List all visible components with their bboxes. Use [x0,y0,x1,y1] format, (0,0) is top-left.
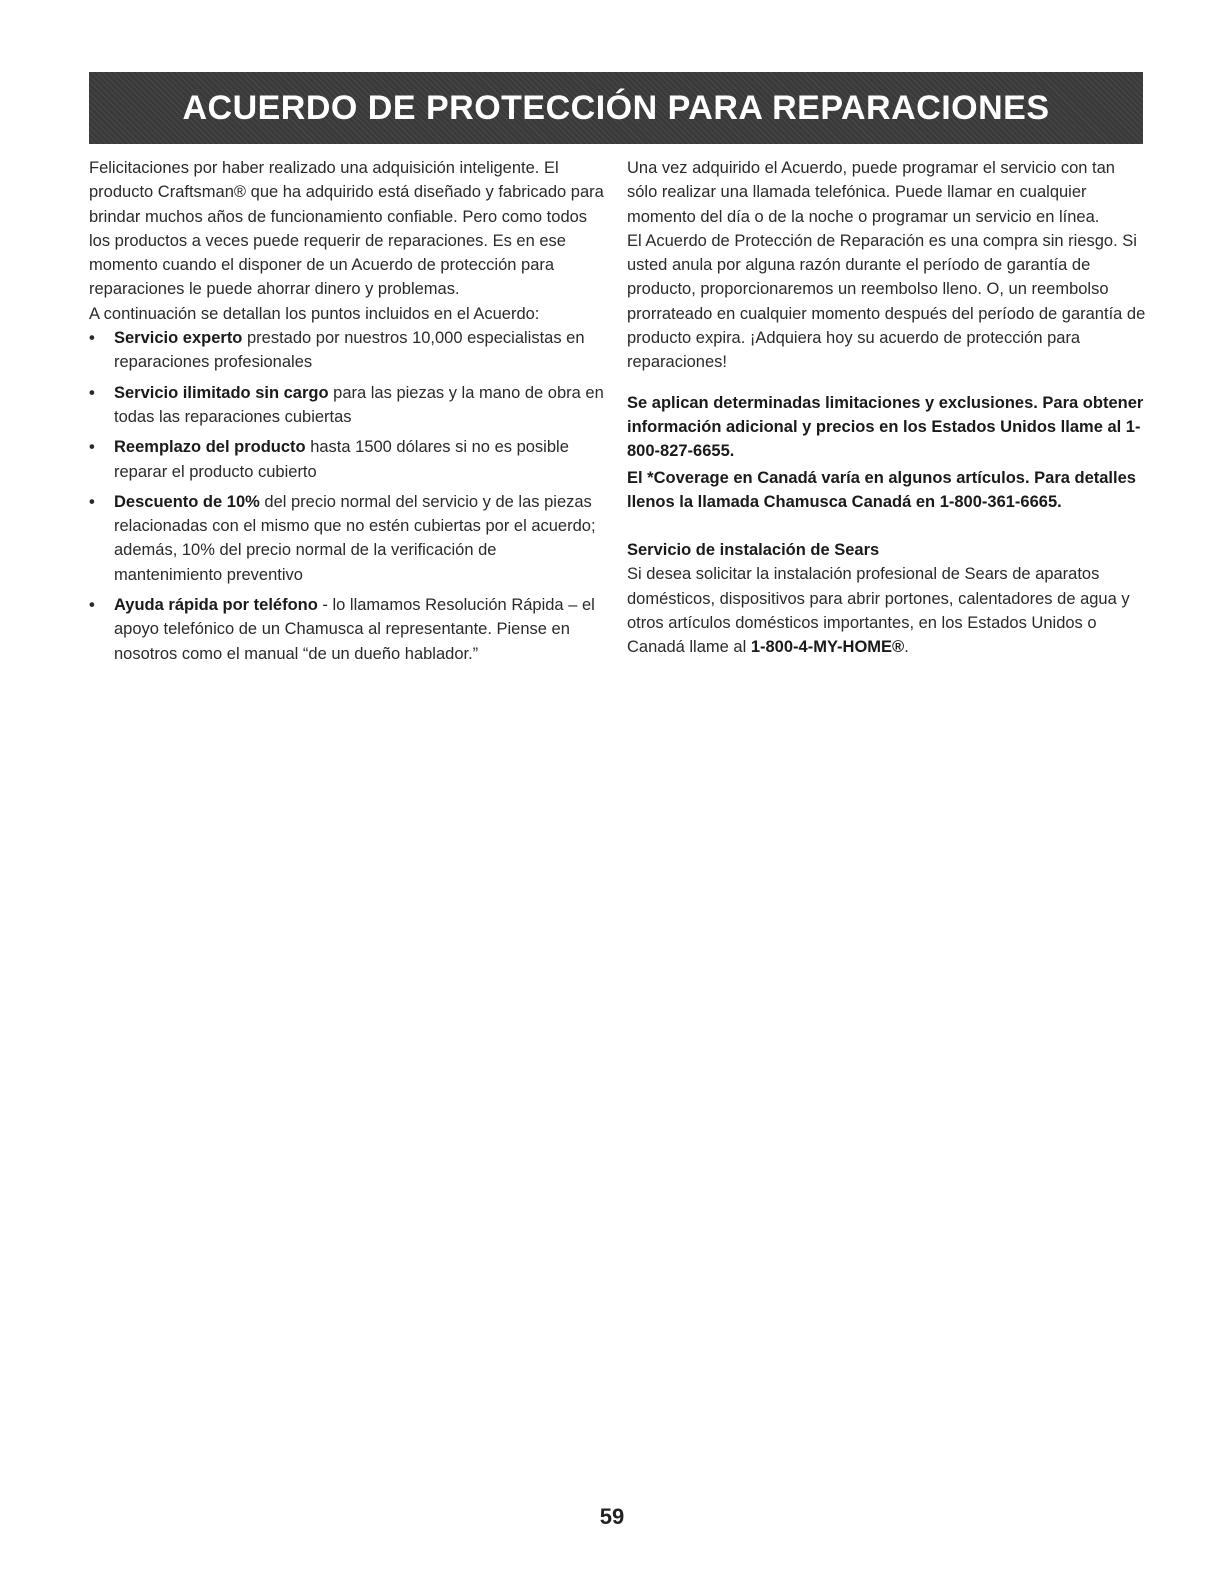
right-column [627,156,1147,660]
installation-phone: 1-800-4-MY-HOME® [750,638,905,657]
scheduling-paragraph: Una vez adquirido el Acuerdo, puede programar el servicio con tan sólo realizar una llamada telefónica. Puede llamar en cualquier momento del día o de la noche o programar un servicio en línea. [627,159,1115,226]
risk-free-paragraph: El Acuerdo de Protección de Reparación es una compra sin riesgo. Si usted anula por alguna razón durante el período de garantía de producto, proporcionaremos un reembolso lleno. O, un reembolso prorrateado en cualquier momento después del período de garantía de producto expira. ¡Adquiera hoy su acuerdo de protección para reparaciones! [627,231,1146,372]
list-item [89,326,609,375]
benefit-title: Ayuda rápida por teléfono [114,596,318,615]
benefits-list [89,326,609,666]
intro-paragraph: Felicitaciones por haber realizado una adquisición inteligente. El producto Craftsman® que ha adquirido está diseñado y fabricado para brindar muchos años de funcionamiento confiable. Pero como todos los productos a veces puede requerir de reparaciones. Es en ese momento cuando el disponer de un Acuerdo de protección para reparaciones le puede ahorrar dinero y problemas. [89,159,604,299]
installation-text: Si desea solicitar la instalación profesional de Sears de aparatos domésticos, dispositivos para abrir portones, calentadores de agua y otros artículos domésticos importantes, en los Estados Unidos o Canadá llame al [627,565,1130,657]
bullet-icon: • [89,329,95,348]
page-number: 59 [599,1504,625,1529]
installation-end: . [904,638,909,657]
benefit-title: Servicio experto [114,329,243,348]
benefit-text: del precio normal del servicio y de las piezas relacionadas con el mismo que no estén cubiertas por el acuerdo; además, 10% del precio normal de la verificación de mantenimiento preventivo [114,492,596,584]
benefit-title: Servicio ilimitado sin cargo [114,383,329,402]
bullet-icon: • [89,596,95,615]
benefit-title: Reemplazo del producto [114,438,306,457]
bullet-icon: • [89,492,95,511]
bullet-icon: • [89,438,95,457]
benefit-text: para las piezas y la mano de obra en todas las reparaciones cubiertas [114,383,604,426]
bullet-icon: • [89,383,95,402]
us-limitations-notice: Se aplican determinadas limitaciones y exclusiones. Para obtener información adicional y precios en los Estados Unidos llame al 1-800-827-6655. [627,393,1144,461]
benefit-text: hasta 1500 dólares si no es posible reparar el producto cubierto [114,438,569,481]
installation-heading: Servicio de instalación de Sears [627,541,880,560]
page-title: ACUERDO DE PROTECCIÓN PARA REPARACIONES [182,88,1050,127]
left-column [89,156,609,666]
list-item [89,381,609,430]
list-intro: A continuación se detallan los puntos incluidos en el Acuerdo: [89,304,540,323]
benefit-text: - lo llamamos Resolución Rápida – el apoyo telefónico de un Chamusca al representante. Piense en nosotros como el manual “de un dueño hablador.” [114,596,595,663]
benefit-title: Descuento de 10% [114,492,260,511]
list-item [89,490,609,587]
list-item [89,593,609,666]
installation-paragraph [627,562,1147,659]
title-banner [89,72,1143,144]
list-item [89,435,609,484]
benefit-text: prestado por nuestros 10,000 especialistas en reparaciones profesionales [114,329,585,372]
canada-coverage-notice: El *Coverage en Canadá varía en algunos artículos. Para detalles llenos la llamada Chamusca Canadá en 1-800-361-6665. [627,468,1136,511]
